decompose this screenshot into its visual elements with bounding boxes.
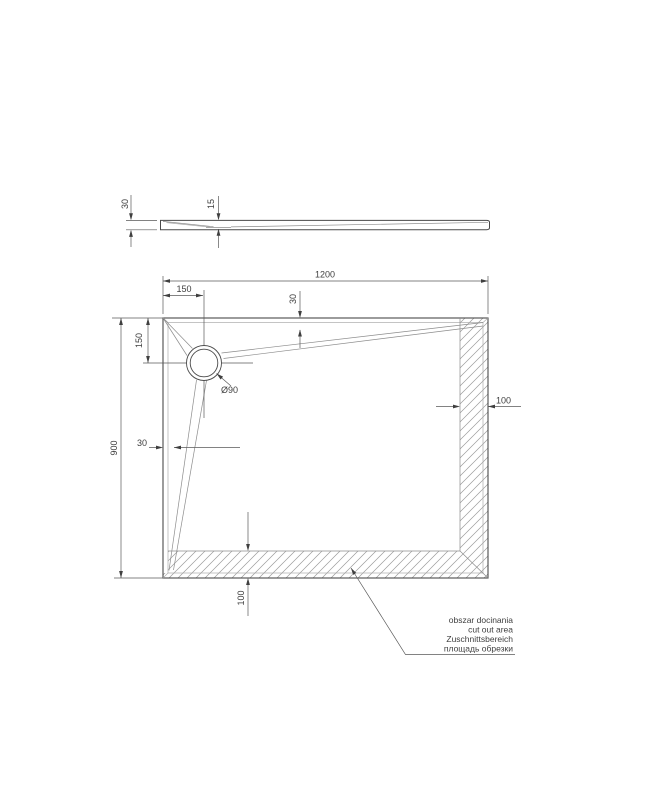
arrowhead-down — [246, 544, 250, 551]
cut-out-area-note — [351, 568, 515, 655]
arrowhead-up — [129, 230, 133, 237]
dim-label-height: 900 — [109, 440, 119, 456]
dim-label-side-thickness: 30 — [120, 198, 130, 210]
slope-line-top-a — [222, 323, 484, 354]
note-line-en: cut out area — [468, 624, 513, 635]
arrowhead-right — [453, 405, 460, 409]
arrowhead-up — [119, 318, 123, 325]
dim-label-left-edge-offset: 30 — [136, 438, 147, 448]
extension-line — [126, 221, 157, 230]
dim-30-left — [137, 438, 240, 449]
arrowhead-right — [481, 279, 488, 283]
note-line-de: Zuschnittsbereich — [446, 634, 513, 644]
slope-line-top-b — [224, 326, 484, 359]
arrowhead-left — [163, 279, 170, 283]
dim-label-bottom-cut-height: 100 — [236, 590, 246, 606]
dim-label-width: 1200 — [314, 269, 336, 280]
dim-label-drain-offset-x: 150 — [176, 284, 192, 294]
note-line-pl: obszar docinania — [448, 615, 513, 625]
arrowhead-down — [146, 356, 150, 363]
side-view — [120, 195, 490, 248]
drain-circle-outer — [187, 346, 222, 381]
arrowhead-down — [129, 213, 133, 220]
drain — [143, 290, 253, 418]
slope-line-left-a — [169, 380, 197, 571]
arrowhead-down — [298, 311, 302, 318]
dim-label-right-cut-width: 100 — [496, 395, 512, 406]
dim-label-drain-depth: 15 — [206, 198, 216, 210]
dim-label-drain-diameter: Ø90 — [221, 385, 239, 395]
dim-1200-width — [163, 270, 488, 315]
dim-30-side — [120, 195, 157, 247]
dim-label-drain-offset-y: 150 — [134, 332, 144, 349]
extension-line — [163, 276, 488, 314]
top-view — [109, 270, 521, 655]
arrowhead-down — [217, 213, 221, 220]
arrowhead-left — [163, 294, 170, 298]
dim-30-top — [288, 291, 302, 348]
dim-900-height — [109, 318, 163, 578]
note-line-ru: площадь обрезки — [443, 643, 513, 654]
arrowhead-up — [246, 578, 250, 585]
slope-line-top-left-b — [163, 318, 187, 356]
slope-line-left-b — [174, 381, 207, 571]
arrowhead-up — [298, 330, 302, 337]
dim-label-top-edge-offset: 30 — [288, 293, 298, 305]
arrowhead-down — [119, 571, 123, 578]
arrowhead-right — [156, 446, 163, 450]
dim-drain-diameter — [217, 374, 239, 396]
arrowhead-right — [196, 294, 203, 298]
arrowhead-left — [488, 405, 495, 409]
dim-150-horizontal — [163, 284, 203, 297]
arrowhead-up — [146, 318, 150, 325]
arrowhead-left — [174, 446, 181, 450]
